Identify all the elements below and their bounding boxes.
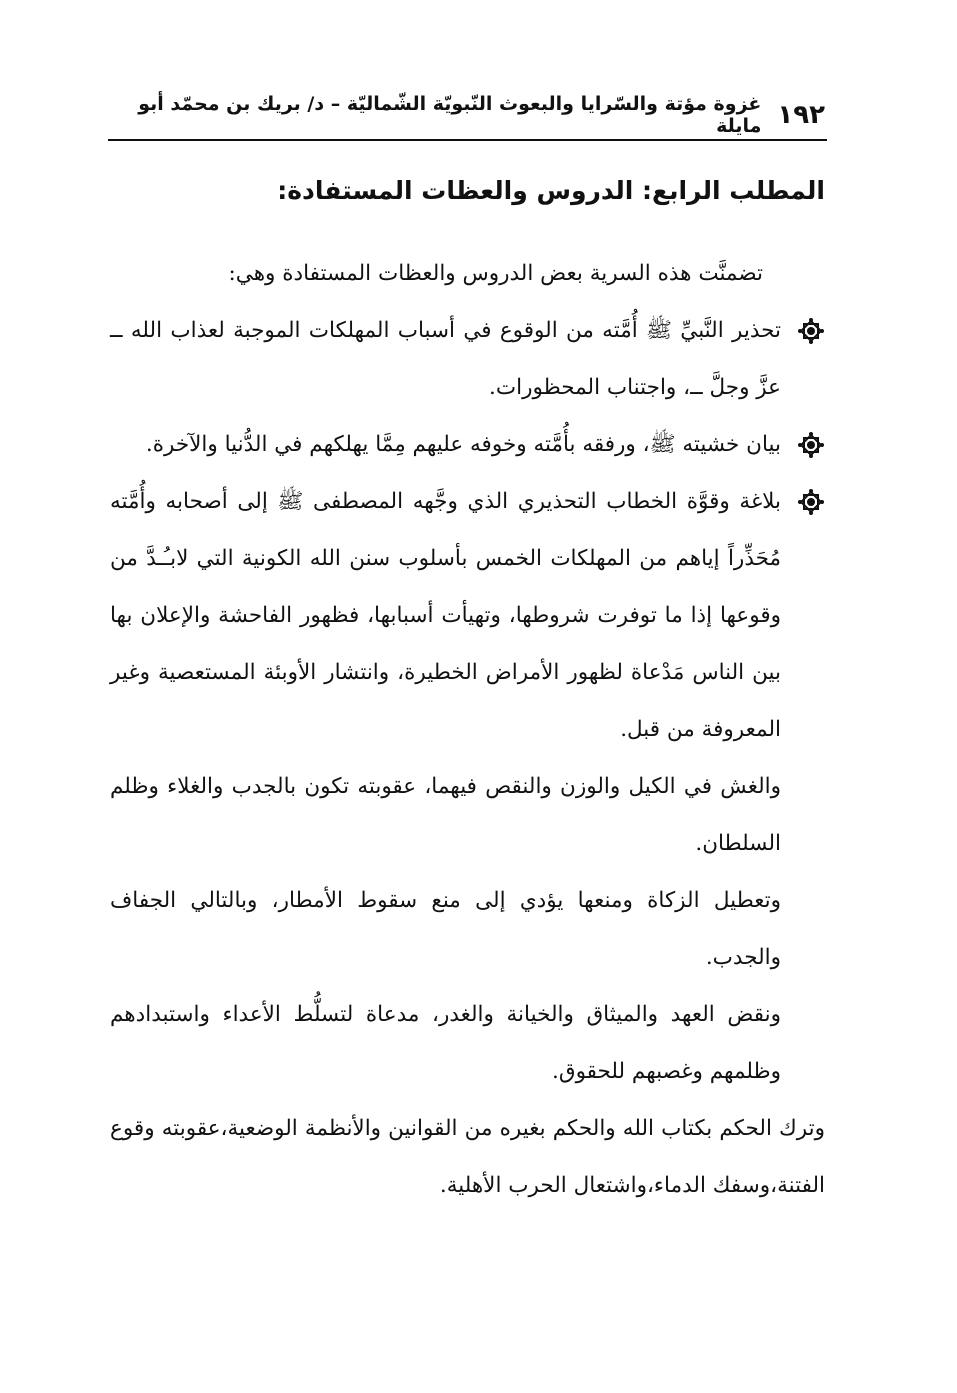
bullet-item <box>110 473 825 758</box>
header-divider <box>108 139 827 141</box>
sub-paragraph: والغش في الكيل والوزن والنقص فيهما، عقوبته تكون بالجدب والغلاء وظلم السلطان. <box>110 774 781 856</box>
flower-ornament-icon <box>797 317 825 345</box>
bullet-item <box>110 302 825 416</box>
page-number: ١٩٢ <box>777 100 825 130</box>
closing-paragraph: وترك الحكم بكتاب الله والحكم بغيره من القوانين والأنظمة الوضعية،عقوبته وقوع الفتنة،وسفك الدماء،واشتعال الحرب الأهلية. <box>110 1116 825 1198</box>
sub-paragraph: ونقض العهد والميثاق والخيانة والغدر، مدعاة لتسلُّط الأعداء واستبدادهم وظلمهم وغصبهم للحقوق. <box>110 1002 781 1084</box>
bullet-text: بلاغة وقوَّة الخطاب التحذيري الذي وجَّهه المصطفى ﷺ إلى أصحابه وأُمَّته مُحَذِّراً إياهم من المهلكات الخمس بأسلوب سنن الله الكونية التي لابـُـدَّ من وقوعها إذا ما توفرت شروطها، وتهيأت أسبابها، فظهور الفاحشة والإعلان بها بين الناس مَدْعاة لظهور الأمراض الخطيرة، وانتشار الأوبئة المستعصية وغير المعروفة من قبل. <box>110 489 781 742</box>
sub-paragraph: وتعطيل الزكاة ومنعها يؤدي إلى منع سقوط الأمطار، وبالتالي الجفاف والجدب. <box>110 888 781 970</box>
flower-ornament-icon <box>797 431 825 459</box>
intro-paragraph: تضمنَّت هذه السرية بعض الدروس والعظات المستفادة وهي: <box>228 261 763 286</box>
flower-ornament-icon <box>797 488 825 516</box>
running-title: غزوة مؤتة والسّرايا والبعوث النّبويّة الشّماليّة – د/ بريك بن محمّد أبو مايلة <box>138 93 762 137</box>
bullet-item <box>110 416 825 473</box>
section-title: المطلب الرابع: الدروس والعظات المستفادة: <box>277 176 825 205</box>
bullet-text: بيان خشيته ﷺ، ورفقه بأُمَّته وخوفه عليهم مِمَّا يهلكهم في الدُّنيا والآخرة. <box>145 432 781 457</box>
page-body <box>110 245 825 1214</box>
bullet-text: تحذير النَّبيِّ ﷺ أُمَّته من الوقوع في أسباب المهلكات الموجبة لعذاب الله ــ عزَّ وجلَّ ــ، واجتناب المحظورات. <box>110 318 781 400</box>
page-header <box>108 94 825 136</box>
